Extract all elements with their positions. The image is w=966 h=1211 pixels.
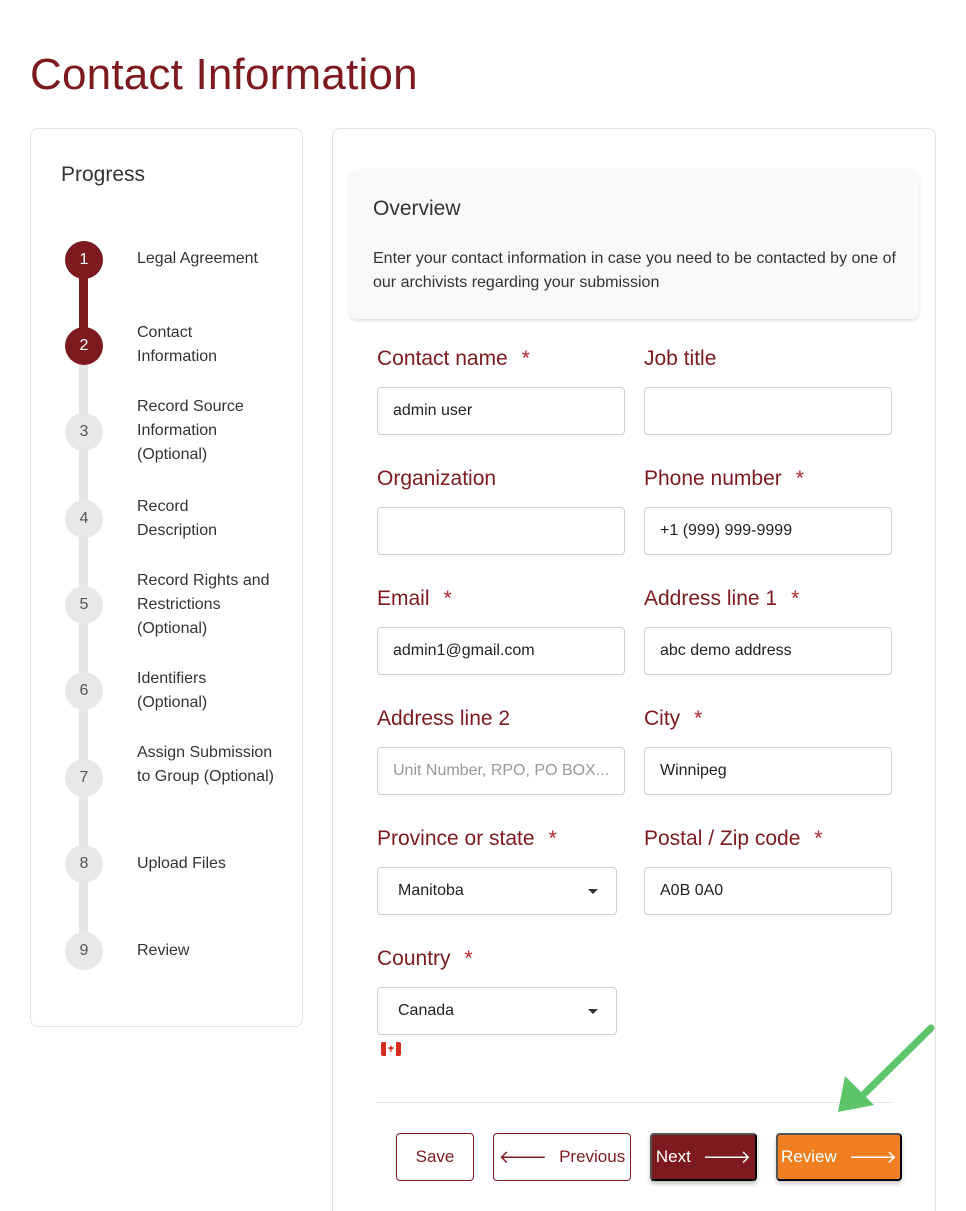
step-5-label[interactable]: Record Rights and Restrictions (Optional): [137, 572, 270, 637]
postal-code-label: Postal / Zip code *: [644, 827, 823, 850]
contact-name-label: Contact name *: [377, 347, 530, 370]
address-line-2-input[interactable]: Unit Number, RPO, PO BOX...: [377, 747, 625, 795]
review-button[interactable]: [776, 1133, 902, 1181]
phone-number-input[interactable]: +1 (999) 999-9999: [644, 507, 892, 555]
step-8-label[interactable]: Upload Files: [137, 855, 226, 872]
job-title-input[interactable]: [644, 387, 892, 435]
postal-code-input[interactable]: A0B 0A0: [644, 867, 892, 915]
step-2-circle[interactable]: 2: [65, 327, 103, 365]
previous-button-label: Previous: [559, 1147, 626, 1166]
next-button[interactable]: [650, 1133, 757, 1181]
arrow-right-icon: 🡒: [702, 1147, 752, 1167]
address-line-2-label: Address line 2: [377, 707, 511, 730]
save-button[interactable]: [396, 1133, 474, 1181]
step-4-circle[interactable]: 4: [65, 500, 103, 538]
country-select[interactable]: [377, 987, 617, 1035]
step-2-label[interactable]: Contact Information: [137, 324, 218, 365]
address-line-1-label: Address line 1 *: [644, 587, 800, 610]
province-select[interactable]: [377, 867, 617, 915]
step-1-label[interactable]: Legal Agreement: [137, 250, 258, 267]
chevron-down-icon: [588, 1009, 598, 1014]
step-5-circle[interactable]: 5: [65, 586, 103, 624]
country-label: Country *: [377, 947, 473, 970]
form-divider: [377, 1102, 891, 1103]
phone-number-label: Phone number *: [644, 467, 804, 490]
step-4-label[interactable]: Record Description: [137, 498, 218, 539]
contact-name-input[interactable]: admin user: [377, 387, 625, 435]
save-button-label: Save: [415, 1147, 455, 1166]
step-7-label[interactable]: Assign Submission to Group (Optional): [137, 744, 274, 785]
step-9-circle[interactable]: 9: [65, 932, 103, 970]
page-title: Contact Information: [30, 50, 418, 99]
step-8-circle[interactable]: 8: [65, 845, 103, 883]
province-select-value: Manitoba: [398, 882, 464, 899]
chevron-down-icon: [588, 889, 598, 894]
city-input[interactable]: Winnipeg: [644, 747, 892, 795]
step-3-label[interactable]: Record Source Information (Optional): [137, 398, 244, 463]
step-7-circle[interactable]: 7: [65, 759, 103, 797]
arrow-left-icon: 🡐: [498, 1147, 548, 1167]
progress-panel: [30, 128, 303, 1027]
address-line-1-input[interactable]: abc demo address: [644, 627, 892, 675]
overview-text: Enter your contact information in case you need to be contacted by one of our archivists regarding your submission: [373, 250, 896, 291]
progress-title: Progress: [61, 163, 146, 186]
review-button-label: Review: [780, 1147, 837, 1166]
email-label: Email *: [377, 587, 452, 610]
overview-title: Overview: [373, 197, 461, 220]
contact-form-card: [332, 128, 936, 1211]
canada-flag-icon: [381, 1042, 401, 1056]
step-6-circle[interactable]: 6: [65, 672, 103, 710]
arrow-right-icon: 🡒: [848, 1147, 898, 1167]
organization-label: Organization: [377, 467, 497, 490]
city-label: City *: [644, 707, 703, 730]
next-button-label: Next: [655, 1147, 691, 1166]
previous-button[interactable]: [493, 1133, 631, 1181]
step-9-label[interactable]: Review: [137, 942, 190, 959]
country-select-value: Canada: [398, 1002, 455, 1019]
job-title-label: Job title: [644, 347, 717, 370]
step-1-circle[interactable]: 1: [65, 241, 103, 279]
step-3-circle[interactable]: 3: [65, 413, 103, 451]
step-6-label[interactable]: Identifiers (Optional): [137, 670, 208, 711]
province-label: Province or state *: [377, 827, 557, 850]
overview-panel: [349, 169, 919, 319]
email-input[interactable]: admin1@gmail.com: [377, 627, 625, 675]
organization-input[interactable]: [377, 507, 625, 555]
